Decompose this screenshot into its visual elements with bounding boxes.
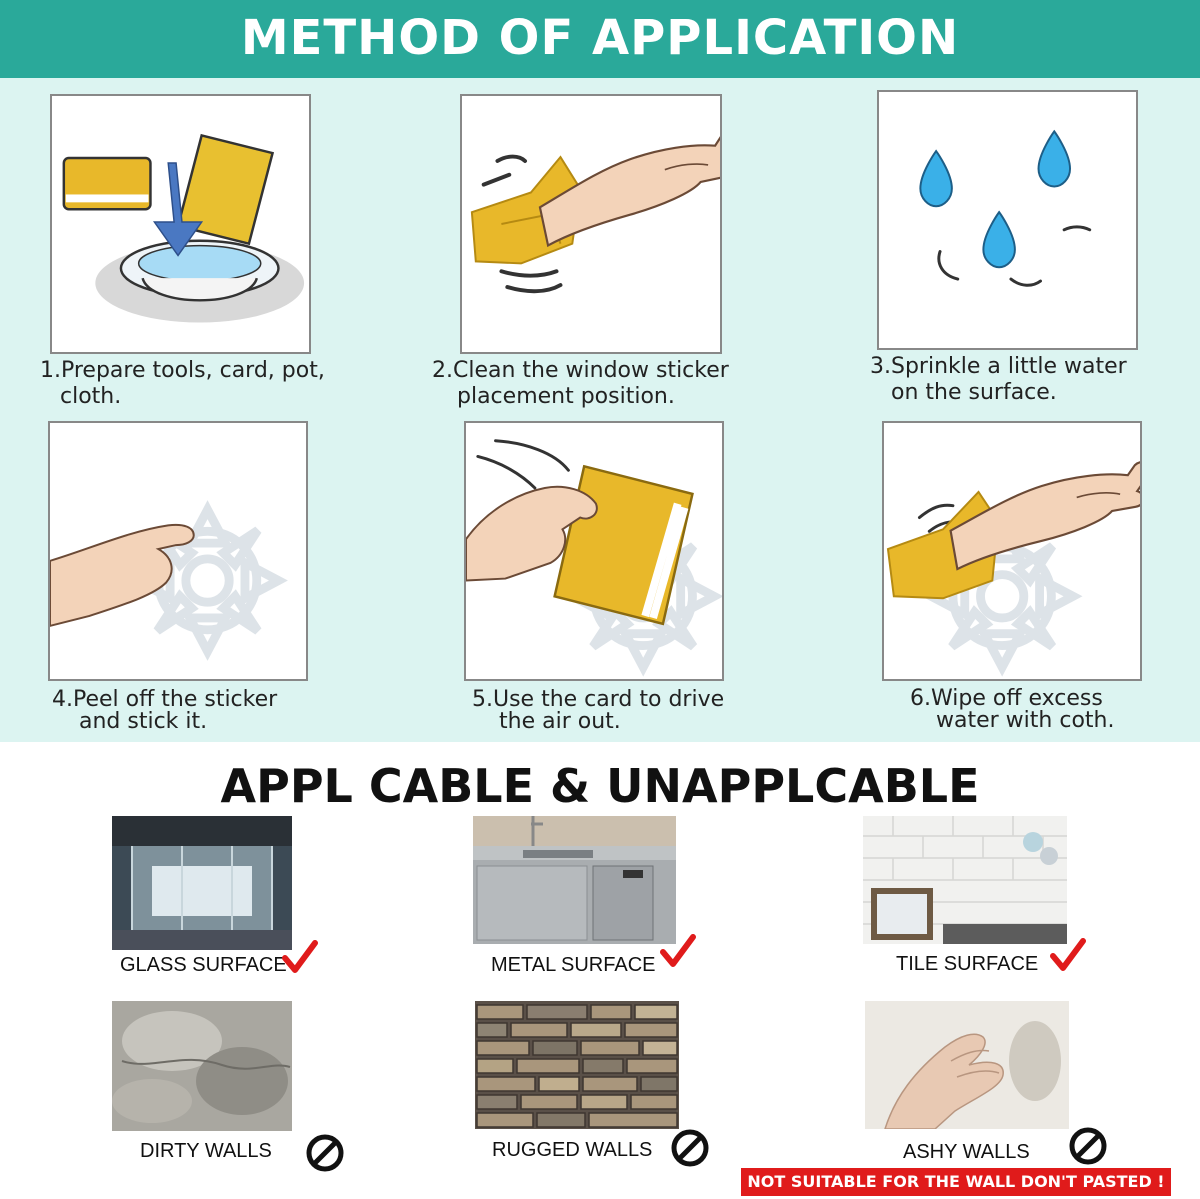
step-1-line2: cloth. (60, 384, 122, 409)
tile-surface-photo (863, 816, 1067, 944)
step-3-line2: on the surface. (891, 380, 1057, 405)
ashy-walls-photo (865, 1001, 1069, 1129)
step-2-line2: placement position. (457, 384, 675, 409)
step-3-caption (870, 354, 1127, 406)
glass-check-icon (282, 940, 318, 974)
step-1-caption (40, 358, 325, 410)
step-5-caption (472, 687, 724, 735)
header-banner (0, 0, 1200, 78)
rugged-walls-label: RUGGED WALLS (492, 1139, 653, 1161)
rugged-walls-photo (475, 1001, 679, 1129)
tile-check-icon (1050, 938, 1086, 972)
tile-surface-label: TILE SURFACE (896, 953, 1039, 975)
ashy-prohibited-icon (1068, 1126, 1108, 1166)
dirty-prohibited-icon (305, 1133, 345, 1173)
step-6-caption (910, 686, 1114, 734)
step-6-line1: 6.Wipe off excess (910, 686, 1103, 711)
step-6-line2: water with coth. (936, 708, 1115, 733)
step-5-line1: 5.Use the card to drive (472, 687, 725, 712)
rugged-prohibited-icon (670, 1128, 710, 1168)
metal-check-icon (660, 934, 696, 968)
dirty-walls-photo (112, 1001, 292, 1131)
step-4-line1: 4.Peel off the sticker (52, 687, 278, 712)
step-4-illustration (48, 421, 308, 681)
warning-banner: NOT SUITABLE FOR THE WALL DON'T PASTED ! (741, 1168, 1171, 1196)
step-3-illustration (877, 90, 1138, 350)
step-2-line1: 2.Clean the window sticker (432, 358, 729, 383)
metal-surface-label: METAL SURFACE (491, 954, 656, 976)
step-4-line2: and stick it. (79, 709, 208, 734)
ashy-walls-label: ASHY WALLS (903, 1141, 1030, 1163)
page-title: METHOD OF APPLICATION (240, 10, 960, 66)
step-6-illustration (882, 421, 1142, 681)
dirty-walls-label: DIRTY WALLS (140, 1140, 272, 1162)
step-1-illustration (50, 94, 311, 354)
step-2-caption (432, 358, 729, 410)
metal-surface-photo (473, 816, 676, 944)
step-5-line2: the air out. (499, 709, 621, 734)
step-4-caption (52, 687, 277, 735)
step-3-line1: 3.Sprinkle a little water (870, 354, 1127, 379)
step-1-line1: 1.Prepare tools, card, pot, (40, 358, 325, 383)
step-5-illustration (464, 421, 724, 681)
step-2-illustration (460, 94, 722, 354)
glass-surface-label: GLASS SURFACE (120, 954, 287, 976)
glass-surface-photo (112, 816, 292, 950)
surfaces-title: APPL CABLE & UNAPPLCABLE (220, 759, 980, 813)
